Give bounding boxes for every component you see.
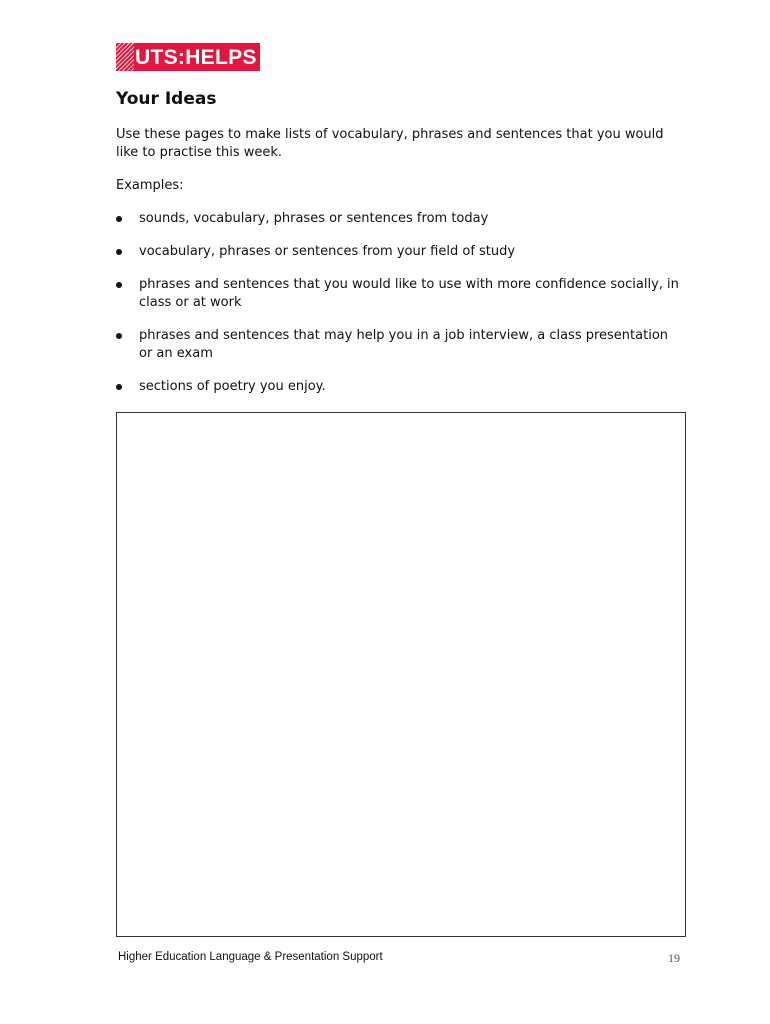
logo-text: UTS:HELPS xyxy=(135,46,257,69)
uts-helps-logo xyxy=(116,43,260,71)
bullet-dot-icon xyxy=(116,282,122,288)
logo-stripes xyxy=(116,43,134,71)
bullet-text: sounds, vocabulary, phrases or sentences from today xyxy=(139,211,489,226)
bullet-text: phrases and sentences that you would like to use with more confidence socially, in class or at work xyxy=(139,277,679,310)
footer-text: Higher Education Language & Presentation Support xyxy=(118,951,383,963)
intro-paragraph: Use these pages to make lists of vocabulary, phrases and sentences that you would like to practise this week. xyxy=(116,127,664,160)
bullet-dot-icon xyxy=(116,249,122,255)
bullet-text: sections of poetry you enjoy. xyxy=(139,379,326,394)
bullet-text: vocabulary, phrases or sentences from your field of study xyxy=(139,244,516,259)
page-title: Your Ideas xyxy=(116,89,217,109)
page-number: 19 xyxy=(668,951,680,965)
bullet-text: phrases and sentences that may help you in a job interview, a class presentation or an exam xyxy=(139,328,669,361)
notes-writing-box[interactable] xyxy=(116,412,686,937)
bullet-dot-icon xyxy=(116,384,122,390)
bullet-dot-icon xyxy=(116,216,122,222)
bullet-dot-icon xyxy=(116,333,122,339)
examples-label: Examples: xyxy=(116,178,184,193)
